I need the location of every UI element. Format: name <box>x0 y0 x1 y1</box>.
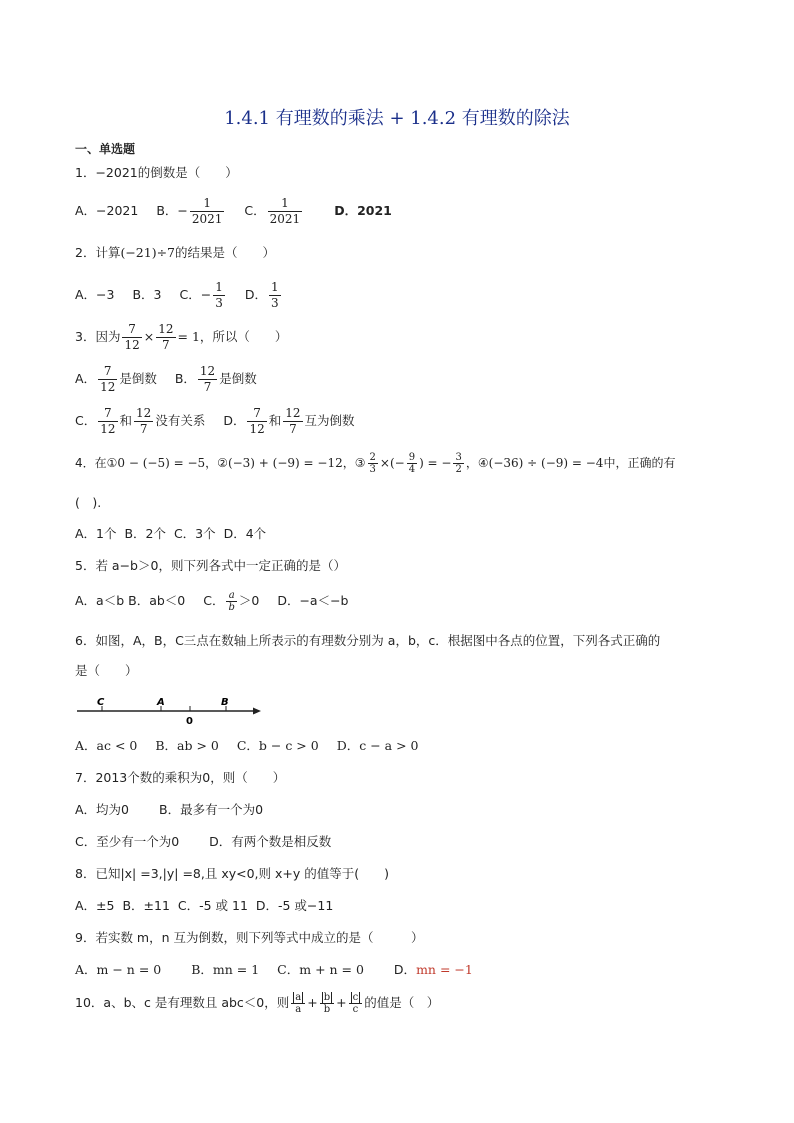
label-c: C <box>97 697 105 708</box>
option-d: D．c − a > 0 <box>336 738 419 753</box>
question-8-options <box>75 897 333 915</box>
question-3-stem: 3．因为 $\frac{7}{12}$ × $\frac{12}{7}$ = 1，所以（ ） <box>75 322 288 352</box>
option-d: D．有两个数是相反数 <box>209 834 332 849</box>
option-b: B． $\frac{12}{7}$ 是倒数 <box>174 364 257 394</box>
question-2-stem: 2．计算(−21)÷7的结果是（ ） <box>75 245 276 260</box>
section-heading: 一、单选题 <box>75 142 136 156</box>
option-a: A．1个 <box>75 526 117 541</box>
option-c: C．至少有一个为0 <box>75 834 180 849</box>
option-a: A．均为0 <box>75 802 130 817</box>
question-7-stem: 7．2013个数的乘积为0，则（ ） <box>75 770 286 785</box>
arrow-right-icon <box>253 708 261 715</box>
option-a: A．−2021 <box>75 203 139 218</box>
option-a: A．a＜b <box>75 593 125 608</box>
question-6-stem: 6．如图，A，B，C三点在数轴上所表示的有理数分别为 a，b，c．根据图中各点的位置，下列各式正确的 <box>75 633 661 648</box>
label-a: A <box>157 697 165 708</box>
question-3-options-cd <box>75 406 355 437</box>
option-b: B．最多有一个为0 <box>159 802 264 817</box>
option-b: B．±11 <box>122 898 170 913</box>
option-c: C． $\frac{1}{2021}$ <box>244 196 301 226</box>
option-b: B．3 <box>132 287 162 302</box>
option-c: C．b − c > 0 <box>236 738 319 753</box>
question-9-stem: 9．若实数 m，n 互为倒数，则下列等式中成立的是（ ） <box>75 930 424 945</box>
option-d: D． $\frac{1}{3}$ <box>244 280 279 310</box>
question-2-options <box>75 280 283 311</box>
option-d: D．2021 <box>334 203 392 218</box>
label-b: B <box>221 697 229 708</box>
option-c: C．m + n = 0 <box>277 962 364 977</box>
option-b: B．mn = 1 <box>191 962 260 977</box>
option-b: B．ab > 0 <box>155 738 219 753</box>
option-a: A．±5 <box>75 898 115 913</box>
option-b: B．2个 <box>124 526 166 541</box>
question-6-stem-cont: 是（ ） <box>75 663 138 678</box>
option-a: A．m − n = 0 <box>75 962 162 977</box>
option-d: D．mn = −1 <box>393 962 473 977</box>
question-3-options-ab <box>75 364 257 395</box>
question-8-stem: 8．已知|x| =3,|y| =8,且 xy<0,则 x+y 的值等于( ) <box>75 866 389 881</box>
question-4-stem-cont: ( ). <box>75 495 102 510</box>
question-6-options <box>75 737 418 755</box>
question-7-options-cd <box>75 833 331 851</box>
option-a: A．−3 <box>75 287 115 302</box>
option-c: C．3个 <box>173 526 216 541</box>
question-4-options <box>75 525 266 543</box>
option-c: C． $\frac{7}{12}$ 和 $\frac{12}{7}$ 没有关系 <box>75 406 206 436</box>
option-b: B．− $\frac{1}{2021}$ <box>156 196 223 226</box>
question-7-options-ab <box>75 801 263 819</box>
number-line-figure <box>75 693 265 727</box>
option-a: A．ac < 0 <box>75 738 138 753</box>
question-5-options <box>75 590 349 613</box>
question-4-stem: 4．在①0 − (−5) = −5，②(−3) + (−9) = −12，③ $\frac{2}{3}$ ×(− $\frac{9}{4}$ ) = − $\frac{3}{2}$ ，④(−36) ÷ (−9) = −4中，正确的有 <box>75 452 676 475</box>
label-zero: 0 <box>186 716 193 727</box>
option-d: D．4个 <box>223 526 267 541</box>
option-b: B．ab＜0 <box>128 593 186 608</box>
question-5-stem: 5．若 a−b＞0，则下列各式中一定正确的是（） <box>75 558 346 573</box>
option-d: D．−a＜−b <box>277 593 349 608</box>
option-d: D．-5 或−11 <box>255 898 334 913</box>
option-c: C．− $\frac{1}{3}$ <box>179 280 223 310</box>
option-d: D． $\frac{7}{12}$ 和 $\frac{12}{7}$ 互为倒数 <box>223 406 355 436</box>
option-c: C．-5 或 11 <box>177 898 248 913</box>
question-1-options <box>75 196 392 227</box>
question-1-stem: 1．−2021的倒数是（ ） <box>75 165 238 180</box>
question-10-stem: 10．a、b、c 是有理数且 abc＜0，则 $\frac{a}{a}$ + $\frac{b}{b}$ + $\frac{c}{c}$ 的值是（ ） <box>75 992 440 1015</box>
question-9-options <box>75 961 473 979</box>
option-a: A． $\frac{7}{12}$ 是倒数 <box>75 364 157 394</box>
option-c: C． $\frac{a}{b}$ ＞0 <box>203 590 260 613</box>
page-title: 1.4.1 有理数的乘法 + 1.4.2 有理数的除法 <box>224 108 570 129</box>
